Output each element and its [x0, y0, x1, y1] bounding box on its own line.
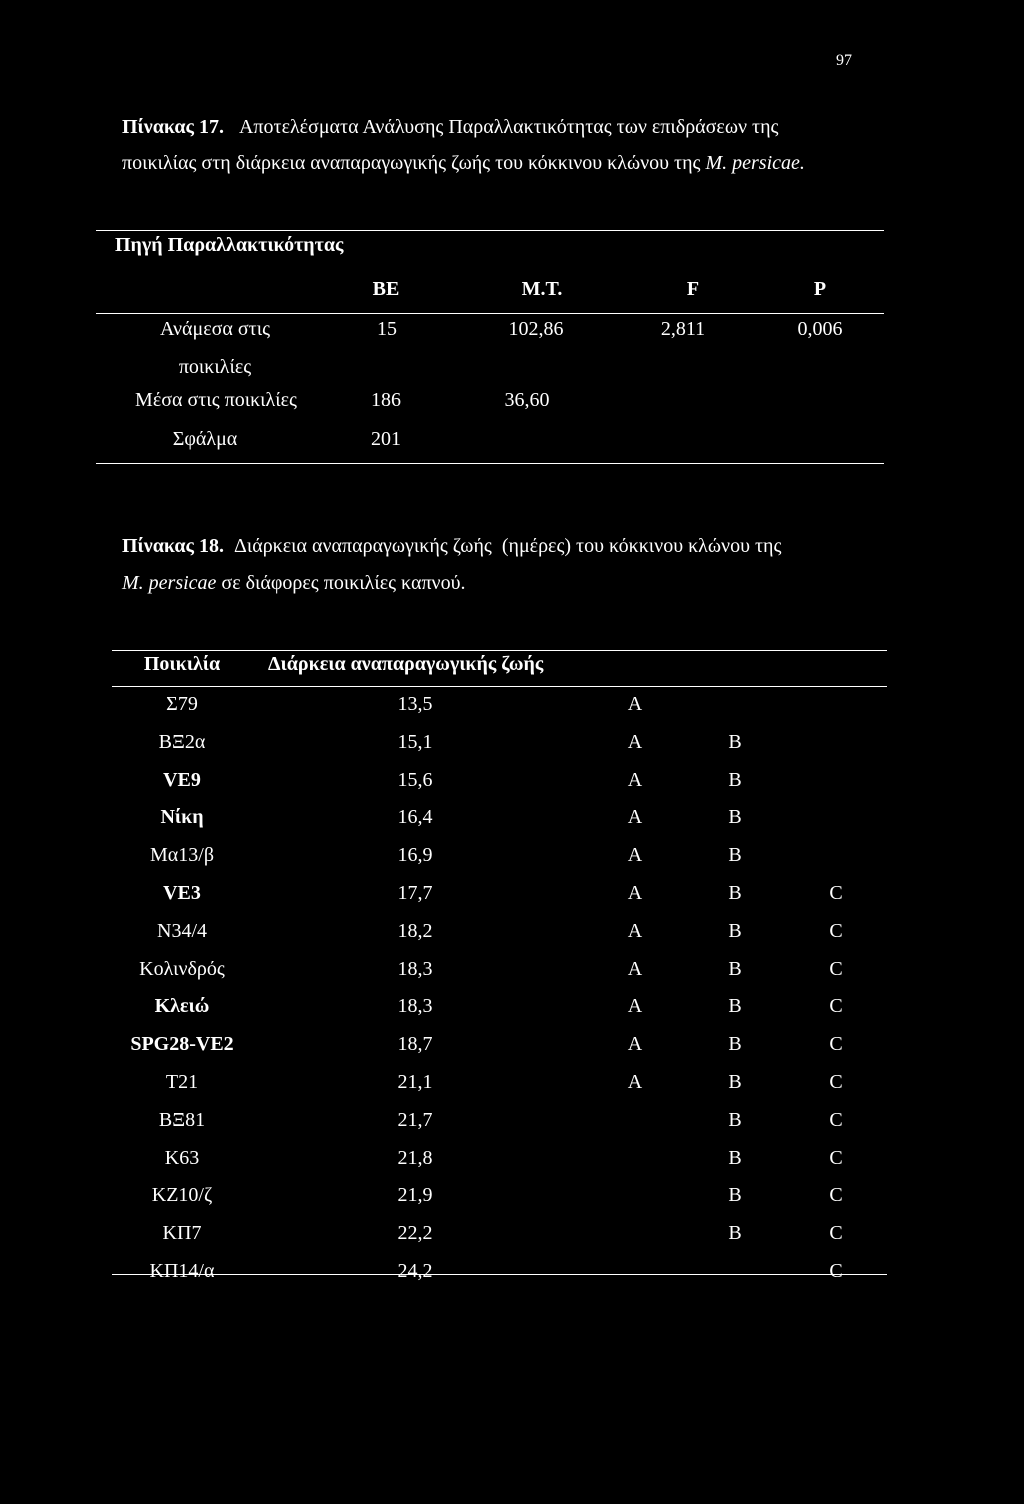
table18-group-b: Β [728, 769, 742, 791]
table18-col-duration: Διάρκεια αναπαραγωγικής ζωής [268, 653, 544, 675]
table18-value: 24,2 [397, 1260, 433, 1282]
table18-group-c: C [829, 1071, 843, 1093]
table18-variety: ΚΖ10/ζ [151, 1184, 213, 1206]
page-number: 97 [836, 52, 852, 69]
table18-caption-title: Διάρκεια αναπαραγωγικής ζωής (ημέρες) του κόκκινου κλώνου της [233, 535, 782, 557]
table18-group-b: Β [728, 1184, 742, 1206]
table18-group-a: Α [627, 882, 643, 904]
table17-caption-label: Πίνακας 17. [122, 116, 224, 138]
table17-row1-label-line2: ποικιλίες [178, 356, 252, 378]
table17-source-header: Πηγή Παραλλακτικότητας [115, 234, 344, 256]
table18-variety: VE3 [163, 882, 201, 904]
table18-group-c: C [829, 1033, 843, 1055]
table18-value: 15,1 [397, 731, 433, 753]
table18-caption-line2 [122, 573, 465, 593]
table17-caption-title: Αποτελέσματα Ανάλυσης Παραλλακτικότητας των επιδράσεων της [238, 116, 779, 138]
table18-group-b: Β [728, 1071, 742, 1093]
table17-row1-p: 0,006 [797, 318, 843, 340]
table18-group-c: C [829, 1222, 843, 1244]
table18-group-b: Β [728, 958, 742, 980]
table17-col-p: P [813, 278, 827, 300]
table18-group-a: Α [627, 995, 643, 1017]
table18-group-c: C [829, 995, 843, 1017]
table18-value: 21,1 [397, 1071, 433, 1093]
table18-group-c: C [829, 920, 843, 942]
table18-variety: SPG28-VE2 [130, 1033, 234, 1055]
table18-variety: ΚΠ7 [162, 1222, 202, 1244]
table18-group-b: Β [728, 1033, 742, 1055]
table18-col-variety: Ποικιλία [143, 653, 221, 675]
table18-value: 16,9 [397, 844, 433, 866]
table18-group-c: C [829, 882, 843, 904]
table18-group-b: Β [728, 920, 742, 942]
table18-group-b: Β [728, 1222, 742, 1244]
table17-caption-text: ποικιλίας στη διάρκεια αναπαραγωγικής ζωής του κόκκινου κλώνου της [122, 152, 706, 174]
table17-col-f: F [686, 278, 700, 300]
table17-row1-mt: 102,86 [508, 318, 564, 340]
table18-variety: Κ63 [164, 1147, 200, 1169]
table18-group-c: C [829, 1260, 843, 1282]
table18-caption-text: σε διάφορες ποικιλίες καπνού. [216, 572, 466, 594]
table18-group-b: Β [728, 1109, 742, 1131]
table18-group-c: C [829, 958, 843, 980]
table18-variety: ΒΞ81 [158, 1109, 206, 1131]
table17-row1-be: 15 [377, 318, 397, 340]
table18-variety: Ν34/4 [157, 920, 207, 942]
table18-variety: Νίκη [160, 806, 204, 828]
table17-caption-line2 [122, 153, 805, 173]
table18-group-a: Α [627, 920, 643, 942]
table18-group-b: Β [728, 995, 742, 1017]
table17-row3-be: 201 [371, 428, 401, 450]
table18-group-b: Β [728, 731, 742, 753]
table18-value: 22,2 [397, 1222, 433, 1244]
table17-top-rule [96, 230, 884, 231]
table17-row2-be: 186 [371, 389, 401, 411]
table17-row1-label-line1: Ανάμεσα στις [160, 318, 270, 340]
table18-value: 18,3 [397, 995, 433, 1017]
table18-variety: Σ79 [166, 693, 198, 715]
table18-group-c: C [829, 1147, 843, 1169]
table18-group-b: Β [728, 1147, 742, 1169]
table18-value: 17,7 [397, 882, 433, 904]
table18-group-c: C [829, 1109, 843, 1131]
table18-value: 16,4 [397, 806, 433, 828]
table18-group-b: Β [728, 882, 742, 904]
table18-value: 21,7 [397, 1109, 433, 1131]
table18-group-a: Α [627, 958, 643, 980]
table17-caption-species: M. persicae. [705, 152, 805, 174]
table17-caption-line1 [122, 117, 778, 137]
table18-variety: Μα13/β [150, 844, 214, 866]
table18-value: 18,3 [397, 958, 433, 980]
table17-row1-f: 2,811 [660, 318, 706, 340]
table17-col-mt: Μ.Τ. [521, 278, 563, 300]
table17-row2-mt: 36,60 [504, 389, 550, 411]
table17-col-be: ΒΕ [372, 278, 400, 300]
table18-group-a: Α [627, 769, 643, 791]
table18-variety: ΚΠ14/α [149, 1260, 215, 1282]
table18-bottom-rule [112, 1274, 887, 1275]
table17-row2-label: Μέσα στις ποικιλίες [135, 389, 297, 411]
table18-caption-species: M. persicae [122, 572, 217, 594]
table18-group-a: Α [627, 844, 643, 866]
table17-row3-label: Σφάλμα [172, 428, 238, 450]
table18-value: 13,5 [397, 693, 433, 715]
table18-group-a: Α [627, 1033, 643, 1055]
table18-value: 21,9 [397, 1184, 433, 1206]
table18-group-a: Α [627, 731, 643, 753]
table18-group-b: Β [728, 806, 742, 828]
table18-caption-line1 [122, 536, 781, 556]
table18-value: 18,2 [397, 920, 433, 942]
table18-variety: Κολινδρός [139, 958, 225, 980]
table18-value: 21,8 [397, 1147, 433, 1169]
table17-header-rule [96, 313, 884, 314]
table18-group-a: Α [627, 693, 643, 715]
table18-header-rule [112, 686, 887, 687]
table18-variety: Τ21 [165, 1071, 199, 1093]
table18-value: 15,6 [397, 769, 433, 791]
table18-group-a: Α [627, 806, 643, 828]
table18-group-c: C [829, 1184, 843, 1206]
table18-group-a: Α [627, 1071, 643, 1093]
table18-group-b: Β [728, 844, 742, 866]
table18-variety: Κλειώ [154, 995, 210, 1017]
table18-variety: VE9 [163, 769, 201, 791]
table18-top-rule [112, 650, 887, 651]
table17-bottom-rule [96, 463, 884, 464]
table18-caption-label: Πίνακας 18. [122, 535, 224, 557]
table18-variety: ΒΞ2α [158, 731, 206, 753]
table18-value: 18,7 [397, 1033, 433, 1055]
